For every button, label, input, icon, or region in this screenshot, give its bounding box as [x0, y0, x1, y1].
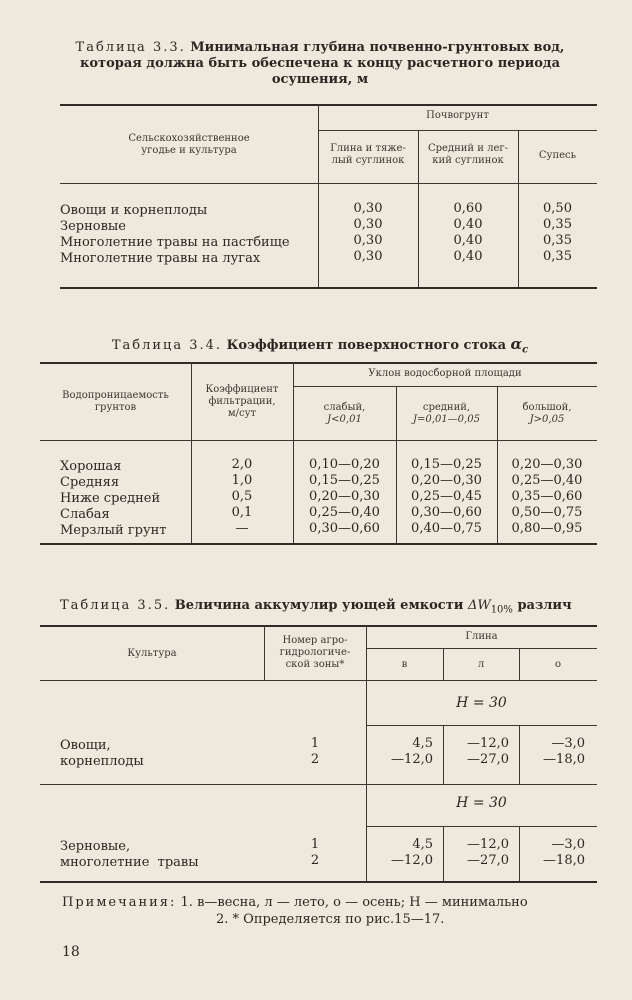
t34-cell: 0,80—0,95 [511, 521, 583, 536]
notes-line2: 2. * Определяется по рис.15—17. [216, 912, 445, 927]
t35-head-group: Глина [465, 631, 498, 642]
t35-block2-cell: —12,0 [467, 837, 509, 852]
t33-cell: 0,60 [453, 201, 483, 216]
t35-title-symbol-sub: 10% [490, 604, 513, 616]
t35-block1-h-label: H = 30 [456, 695, 507, 711]
t35-block2-cell: —3,0 [551, 837, 585, 852]
t34-cell: 0,30—0,60 [411, 505, 482, 520]
t33-title-line3: осушения, м [271, 72, 369, 87]
t33-row-name: Зерновые [60, 219, 126, 234]
t35-block1-h-rule [366, 725, 597, 726]
t35-bottom-rule [40, 881, 597, 883]
t35-block2-h-rule [366, 826, 597, 827]
t35-block2-name: Зерновые, [60, 839, 131, 854]
t34-label: Таблица 3.4. [111, 338, 223, 353]
t33-bottom-rule [60, 287, 597, 289]
t34-title [40, 336, 600, 359]
t34-row-name: Мерзлый грунт [60, 523, 167, 538]
t33-head-col1: Сельскохозяйственное угодье и культура [128, 133, 250, 156]
t35-block1-name: корнеплоды [60, 754, 144, 769]
t34-filtration: — [235, 521, 249, 536]
t34-filtration: 0,1 [231, 505, 253, 520]
t34-head-rule [40, 440, 597, 441]
t35-block2-zone: 1 [310, 837, 320, 852]
t34-title-text: Коэффициент поверхностного стока [226, 338, 506, 353]
t33-head-loam: Средний и лег- кий суглинок [427, 143, 509, 166]
t35-title-symbol: ΔW [467, 598, 491, 613]
t35-block2-h-label: H = 30 [456, 795, 507, 811]
t33-row-name: Многолетние травы на пастбище [60, 235, 290, 250]
t35-block1-cell: 4,5 [412, 736, 433, 751]
t34-head-slope-high: большой, J>0,05 [522, 402, 572, 425]
t33-cell: 0,35 [543, 233, 572, 248]
t34-head-col2: Коэффициент фильтрации, м/сут [205, 384, 279, 419]
t34-filtration: 2,0 [231, 457, 253, 472]
t33-cell: 0,40 [453, 233, 483, 248]
t35-head-spring: в [401, 659, 408, 670]
t34-top-rule [40, 362, 597, 364]
t34-filtration: 1,0 [231, 473, 253, 488]
t33-cell: 0,35 [543, 249, 572, 264]
t33-head-sandy: Супесь [538, 150, 577, 161]
t33-row-name: Овощи и корнеплоды [60, 203, 208, 218]
t35-block2-zone: 2 [310, 853, 320, 868]
t35-label: Таблица 3.5. [60, 598, 171, 613]
t34-cell: 0,30—0,60 [309, 521, 380, 536]
t33-title [40, 40, 600, 88]
t35-block2-cell: —12,0 [391, 853, 433, 868]
t35-block1-zone: 2 [310, 752, 320, 767]
t33-cell: 0,50 [543, 201, 572, 216]
t35-head-col2: Номер агро- гидрологиче- ской зоны* [279, 635, 351, 670]
notes-label: Примечания: [62, 895, 177, 910]
t34-cell: 0,20—0,30 [309, 489, 380, 504]
t34-cell: 0,25—0,40 [511, 473, 583, 488]
t34-cell: 0,40—0,75 [411, 521, 482, 536]
t34-row-name: Средняя [60, 475, 120, 490]
t34-symbol: α [510, 335, 523, 353]
t35-head-rule [40, 680, 597, 681]
t33-group-rule [318, 130, 597, 131]
t34-cell: 0,25—0,45 [411, 489, 482, 504]
t34-head-slope-mid: средний, J=0,01—0,05 [413, 402, 480, 425]
t33-head-rule [60, 183, 597, 184]
t35-top-rule [40, 625, 597, 627]
t34-cell: 0,35—0,60 [511, 489, 583, 504]
t33-row-name: Многолетние травы на лугах [60, 251, 261, 266]
t33-cell: 0,40 [453, 217, 483, 232]
t34-head-slope-weak: слабый, J<0,01 [323, 402, 366, 425]
t35-head-autumn: о [554, 659, 562, 670]
t35-head-summer: л [477, 659, 485, 670]
t33-cell: 0,40 [453, 249, 483, 264]
t35-block1-cell: —12,0 [391, 752, 433, 767]
t35-block1-cell: —3,0 [551, 736, 585, 751]
t34-symbol-sub: c [522, 344, 529, 356]
t35-block1-name: Овощи, [60, 738, 111, 753]
notes-line1 [62, 895, 528, 911]
t33-cell: 0,30 [353, 233, 383, 248]
t34-cell: 0,25—0,40 [309, 505, 380, 520]
t34-cell: 0,20—0,30 [511, 457, 583, 472]
t33-cell: 0,35 [543, 217, 572, 232]
t34-row-name: Хорошая [60, 459, 122, 474]
t35-block1-cell: —18,0 [543, 752, 585, 767]
t35-block2-cell: 4,5 [412, 837, 433, 852]
t35-block1-cell: —27,0 [467, 752, 509, 767]
t34-row-name: Ниже средней [60, 491, 161, 506]
t35-title-tail: различ [517, 598, 572, 613]
t35-block2-cell: —18,0 [543, 853, 585, 868]
t35-group-rule [366, 648, 597, 649]
t35-block2-name: многолетние травы [60, 855, 199, 870]
t34-bottom-rule [40, 543, 597, 545]
t34-cell: 0,10—0,20 [309, 457, 380, 472]
t34-row-name: Слабая [60, 507, 110, 522]
t33-label: Таблица 3.3. [75, 40, 186, 55]
t34-head-group: Уклон водосборной площади [368, 368, 522, 379]
t34-head-col1: Водопроницаемость грунтов [62, 390, 169, 413]
t33-cell: 0,30 [353, 217, 383, 232]
t33-top-rule [60, 104, 597, 106]
t35-title [40, 598, 620, 619]
t33-title-line1: Минимальная глубина почвенно-грунтовых вод, [190, 40, 565, 55]
t35-title-text: Величина аккумулир ующей емкости [174, 598, 464, 613]
t35-block2-cell: —27,0 [467, 853, 509, 868]
t33-head-clay: Глина и тяже- лый суглинок [330, 143, 406, 166]
notes-text1: 1. в—весна, л — лето, о — осень; H — минимально [180, 895, 528, 910]
t34-group-rule [293, 386, 597, 387]
t35-head-col1: Культура [127, 648, 177, 659]
t34-cell: 0,15—0,25 [309, 473, 380, 488]
page-number: 18 [62, 944, 80, 960]
t35-block1-cell: —12,0 [467, 736, 509, 751]
t33-cell: 0,30 [353, 249, 383, 264]
t33-cell: 0,30 [353, 201, 383, 216]
t33-head-group: Почвогрунт [426, 110, 489, 121]
t34-cell: 0,50—0,75 [511, 505, 583, 520]
t33-title-line2: которая должна быть обеспечена к концу расчетного периода [79, 56, 561, 71]
t35-block1-zone: 1 [310, 736, 320, 751]
t35-block-divider [40, 784, 597, 785]
t34-cell: 0,15—0,25 [411, 457, 482, 472]
t34-filtration: 0,5 [231, 489, 253, 504]
t34-cell: 0,20—0,30 [411, 473, 482, 488]
